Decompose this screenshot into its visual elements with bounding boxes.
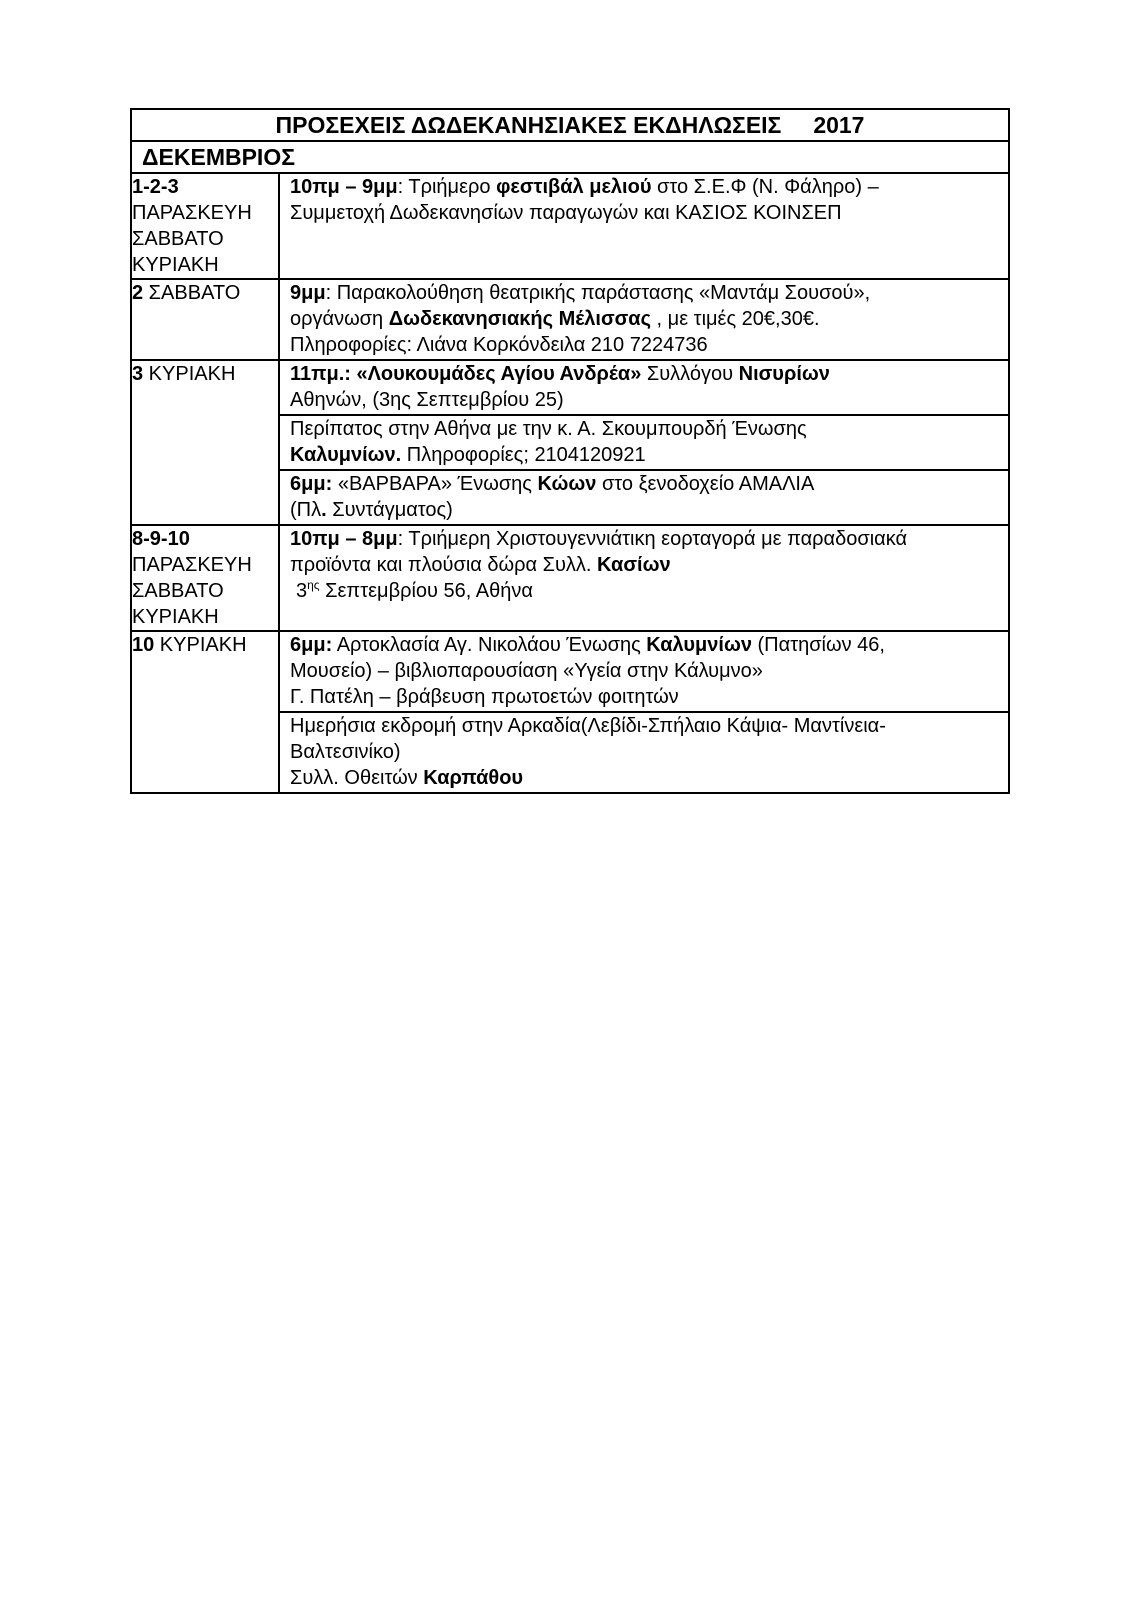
event-cell	[279, 631, 1009, 712]
event-cell	[279, 173, 1009, 279]
date-label	[132, 361, 278, 387]
event-text: (Πλ	[290, 499, 322, 521]
event-highlight: 6μμ:	[290, 473, 333, 495]
event-highlight: Κώων	[537, 473, 597, 495]
event-cell	[279, 712, 1009, 793]
event-highlight: .	[321, 499, 327, 521]
event-text: : Παρακολούθηση θεατρικής παράστασης «Μαντάμ Σουσού»,	[325, 282, 871, 304]
date-cell	[131, 173, 279, 279]
event-highlight: Νισυρίων	[738, 363, 830, 385]
event-line	[290, 361, 1002, 387]
event-text: Συλλόγου	[641, 363, 739, 385]
event-line	[290, 471, 1002, 497]
event-cell	[279, 525, 1009, 631]
event-line: Συμμετοχή Δωδεκανησίων παραγωγών και ΚΑΣΙΟΣ ΚΟΙΝΣΕΠ	[290, 202, 842, 224]
event-line	[290, 578, 1002, 604]
event-text: : Τριήμερο	[397, 176, 497, 198]
event-highlight: 6μμ:	[290, 634, 333, 656]
ordinal-suffix: ης	[307, 578, 320, 592]
event-line: Βαλτεσινίκο)	[290, 741, 401, 763]
event-text: Πληροφορίες; 2104120921	[401, 444, 646, 466]
event-time: 9μμ	[290, 282, 326, 304]
event-highlight: Καλυμνίων.	[290, 444, 402, 466]
date-day: ΣΑΒΒΑΤΟ	[132, 580, 224, 602]
event-line	[290, 497, 1002, 523]
event-text: Συλλ. Οθειτών	[290, 767, 424, 789]
date-day: ΚΥΡΙΑΚΗ	[132, 606, 219, 628]
table-row	[131, 631, 1009, 712]
event-text: προϊόντα και πλούσια δώρα Συλλ.	[290, 554, 598, 576]
event-text: «ΒΑΡΒΑΡΑ» Ένωσης	[332, 473, 538, 495]
event-line: Μουσείο) – βιβλιοπαρουσίαση «Υγεία στην Κάλυμνο»	[290, 660, 763, 682]
table-row	[131, 360, 1009, 415]
date-number: 3	[132, 363, 144, 385]
event-highlight: φεστιβάλ μελιού	[496, 176, 652, 198]
event-cell	[279, 279, 1009, 360]
event-text: , με τιμές 20€,30€.	[651, 308, 820, 330]
event-line: Πληροφορίες: Λιάνα Κορκόνδειλα 210 7224736	[290, 334, 708, 356]
event-time: 10πμ – 9μμ	[290, 176, 398, 198]
table-title-cell	[131, 109, 1009, 141]
event-cell	[279, 415, 1009, 470]
event-line	[290, 174, 1002, 200]
date-number: 10	[132, 634, 155, 656]
event-highlight: Δωδεκανησιακής Μέλισσας	[388, 308, 651, 330]
events-table	[130, 108, 1010, 794]
event-line: Αθηνών, (3ης Σεπτεμβρίου 25)	[290, 389, 564, 411]
event-text: 3	[296, 580, 308, 602]
date-range: 1-2-3	[132, 176, 179, 198]
date-label	[132, 632, 278, 658]
event-highlight: 11πμ.: «Λουκουμάδες Αγίου Ανδρέα»	[290, 363, 642, 385]
event-highlight: Καλυμνίων	[646, 634, 752, 656]
date-day: ΠΑΡΑΣΚΕΥΗ	[132, 202, 252, 224]
table-year: 2017	[813, 112, 865, 138]
event-line	[290, 280, 1002, 306]
event-line	[290, 442, 1002, 468]
table-row	[131, 173, 1009, 279]
event-text: Συντάγματος)	[326, 499, 453, 521]
date-day: ΚΥΡΙΑΚΗ	[143, 363, 236, 385]
month-label: ΔΕΚΕΜΒΡΙΟΣ	[142, 144, 296, 170]
event-line	[290, 552, 1002, 578]
event-text: Αρτοκλασία Αγ. Νικολάου Ένωσης	[332, 634, 647, 656]
event-text: : Τριήμερη Χριστουγεννιάτικη εορταγορά με παραδοσιακά	[397, 528, 908, 550]
date-day: ΚΥΡΙΑΚΗ	[132, 254, 219, 276]
event-line	[290, 526, 1002, 552]
table-row	[131, 525, 1009, 631]
date-label	[132, 280, 278, 306]
date-cell	[131, 525, 279, 631]
event-line: Ημερήσια εκδρομή στην Αρκαδία(Λεβίδι-Σπήλαιο Κάψια- Μαντίνεια-	[290, 715, 886, 737]
month-header-cell	[131, 141, 1009, 173]
table-row	[131, 279, 1009, 360]
event-text: Σεπτεμβρίου 56, Αθήνα	[319, 580, 533, 602]
event-line: Γ. Πατέλη – βράβευση πρωτοετών φοιτητών	[290, 686, 679, 708]
event-line: Περίπατος στην Αθήνα με την κ. Α. Σκουμπουρδή Ένωσης	[290, 418, 807, 440]
date-day: ΣΑΒΒΑΤΟ	[132, 228, 224, 250]
table-title: ΠΡΟΣΕΧΕΙΣ ΔΩΔΕΚΑΝΗΣΙΑΚΕΣ ΕΚΔΗΛΩΣΕΙΣ	[275, 112, 782, 138]
event-cell	[279, 470, 1009, 525]
date-cell	[131, 279, 279, 360]
date-cell	[131, 360, 279, 525]
event-line	[290, 765, 1002, 791]
event-text: (Πατησίων 46,	[751, 634, 885, 656]
event-text: οργάνωση	[290, 308, 389, 330]
event-time: 10πμ – 8μμ	[290, 528, 398, 550]
event-highlight: Κασίων	[597, 554, 671, 576]
date-day: ΣΑΒΒΑΤΟ	[143, 282, 241, 304]
date-number: 2	[132, 282, 144, 304]
date-cell	[131, 631, 279, 793]
event-line	[290, 306, 1002, 332]
date-day: ΠΑΡΑΣΚΕΥΗ	[132, 554, 252, 576]
title-gap	[781, 112, 813, 138]
event-highlight: Καρπάθου	[423, 767, 524, 789]
event-line	[290, 632, 1002, 658]
event-text: στο ξενοδοχείο ΑΜΑΛΙΑ	[596, 473, 815, 495]
date-range: 8-9-10	[132, 528, 190, 550]
event-cell	[279, 360, 1009, 415]
event-text: στο Σ.Ε.Φ (Ν. Φάληρο) –	[651, 176, 879, 198]
date-day: ΚΥΡΙΑΚΗ	[154, 634, 247, 656]
